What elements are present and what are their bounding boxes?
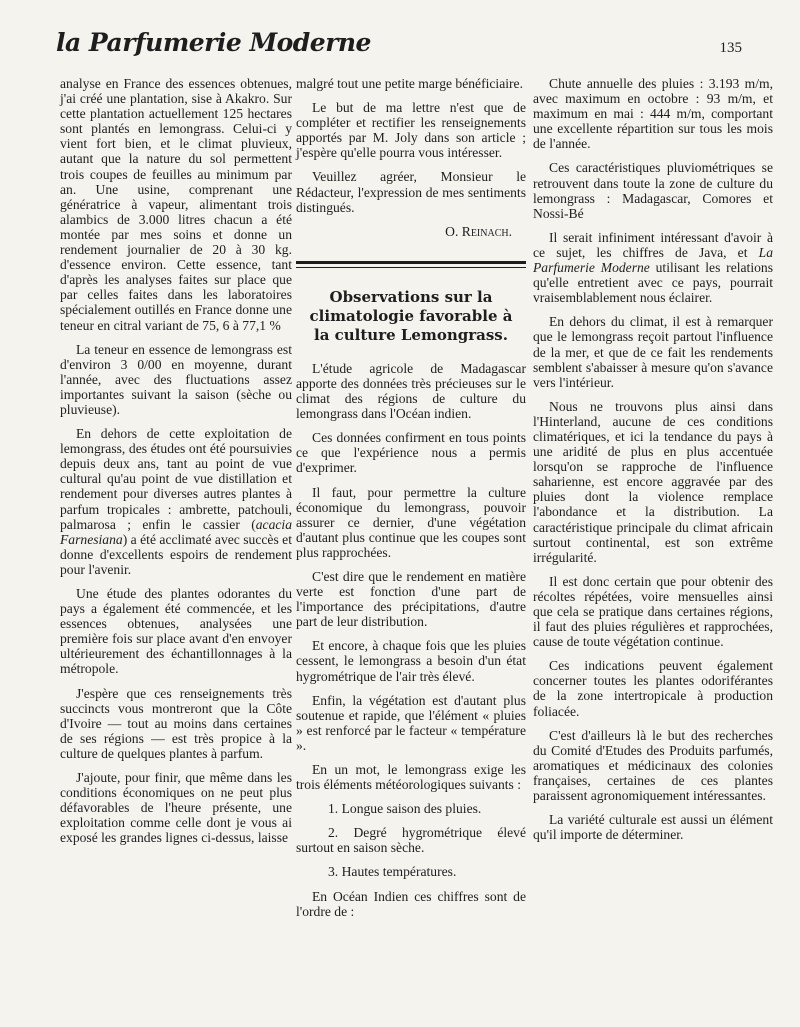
page-number: 135	[719, 40, 742, 56]
paragraph: C'est dire que le rendement en matière verte est fonction d'une part de l'importance des précipitations, d'autre part de leur distribution.	[296, 568, 526, 630]
text-run: En dehors de cette exploitation de lemongrass, des études ont été poursuivies depuis deux ans, tant au point de vue cultural qu'au point de vue distillation et rendement pour diverses autres plantes à parfum tropicales : ambrette, patchouli, palmarosa ; enfin le cassier (	[60, 426, 292, 532]
text-run: Il serait infiniment intéressant d'avoir à ce sujet, les chiffres de Java, et	[533, 229, 773, 260]
requirements-list	[296, 801, 526, 879]
paragraph	[533, 230, 773, 305]
column-2	[296, 76, 526, 928]
text-run: ) a été acclimaté avec succès et donne d'excellents espoirs de rendement pour l'avenir.	[60, 531, 292, 577]
paragraph: En Océan Indien ces chiffres sont de l'ordre de :	[296, 888, 526, 919]
italic-journal-name: La Parfumerie Moderne	[533, 244, 773, 276]
paragraph: Et encore, à chaque fois que les pluies cessent, le lemongrass a besoin d'un état hygrométrique de l'air très élevé.	[296, 638, 526, 684]
paragraph: malgré tout une petite marge bénéficiaire.	[296, 76, 523, 91]
paragraph: En un mot, le lemongrass exige les trois éléments météorologiques suivants :	[296, 762, 526, 793]
paragraph: L'étude agricole de Madagascar apporte des données très précieuses sur le climat des régions de culture du lemongrass dans l'Océan indien.	[296, 360, 526, 422]
section-divider	[296, 261, 526, 268]
list-item: 1. Longue saison des pluies.	[328, 801, 482, 817]
paragraph: Ces données confirment en tous points ce que l'expérience nous a permis d'exprimer.	[296, 430, 526, 476]
italic-species-name: acacia Farnesiana	[60, 516, 292, 547]
text-run: utilisant les relations qu'elle entretient avec ce pays, pourrait vraisemblablement nous éclairer.	[533, 260, 773, 306]
paragraph: Il faut, pour permettre la culture économique du lemongrass, pouvoir assurer ce dernier, d'une végétation d'autant plus continue que les coupes sont plus rapprochées.	[296, 484, 526, 560]
article-heading: Observations sur la climatologie favorable à la culture Lemongrass.	[309, 287, 513, 344]
paragraph: Il est donc certain que pour obtenir des récoltes répétées, voire mensuelles ainsi que cela se pratique dans certaines régions, il faut des pluies régulières et rapprochées, cause de toute végétation continue.	[533, 573, 773, 650]
paragraph: Une étude des plantes odorantes du pays a également été commencée, et les essences obtenues, analysées une première fois sur place avant d'en envoyer ultérieurement des échantillonnages à la métropole.	[60, 586, 292, 677]
paragraph: C'est d'ailleurs là le but des recherches du Comité d'Etudes des Produits parfumés, aromatiques et médicinaux des colonies françaises, certaines de ces plantes paraissent agronomiquement intéressantes.	[533, 727, 773, 804]
paragraph: J'espère que ces renseignements très succincts vous montreront que la Côte d'Ivoire — tout au moins dans certaines de ses régions — est très propice à la culture de quelques plantes à parfum.	[60, 685, 292, 761]
letter-signature: O. Reinach.	[445, 223, 512, 239]
list-item: 2. Degré hygrométrique élevé surtout en saison sèche.	[296, 825, 526, 856]
paragraph: Chute annuelle des pluies : 3.193 m/m, avec maximum en octobre : 93 m/m, et maximum en mai : 444 m/m, comportant une excellente répartition sur tous les mois de l'année.	[533, 76, 773, 152]
paragraph: En dehors du climat, il est à remarquer que le lemongrass reçoit partout l'influence de la mer, et que de ce fait les rendements semblent s'abaisser à mesure qu'on s'avance vers l'intérieur.	[533, 314, 773, 390]
paragraph: J'ajoute, pour finir, que même dans les conditions économiques on ne peut plus défavorables de l'heure présente, une exploitation comme celle dont je vous ai exposé les grandes lignes ci-dessus, laisse	[60, 770, 292, 846]
list-item: 3. Hautes températures.	[328, 864, 457, 880]
paragraph: Ces caractéristiques pluviométriques se retrouvent dans toute la zone de culture du lemongrass : Madagascar, Comores et Nossi-Bé	[533, 160, 773, 221]
paragraph: Nous ne trouvons plus ainsi dans l'Hinterland, aucune de ces conditions climatériques, et ici la tendance du pays à une aridité de plus en plus accentuée lorsqu'on se rapproche de l'influence saharienne, est encore aggravée par des pluies dont la violence remplace l'abondance et la distribution. La caractéristique principale du climat africain surtout continental, est son extrême irrégularité.	[533, 398, 773, 565]
paragraph: La teneur en essence de lemongrass est d'environ 3 0/00 en moyenne, durant l'année, avec des fluctuations assez importantes suivant la saison (sèche ou pluvieuse).	[60, 341, 292, 417]
paragraph: Enfin, la végétation est d'autant plus soutenue et rapide, que l'élément « pluies » est renforcé par le facteur « température ».	[296, 692, 526, 753]
paragraph: Veuillez agréer, Monsieur le Rédacteur, l'expression de mes sentiments distingués.	[296, 169, 526, 215]
paragraph: Le but de ma lettre n'est que de compléter et rectifier les renseignements apportés par M. Joly dans son article ; j'espère qu'elle pourra vous intéresser.	[296, 100, 526, 161]
column-3	[533, 76, 773, 851]
paragraph	[60, 426, 292, 577]
paragraph: La variété culturale est aussi un élément qu'il importe de déterminer.	[533, 812, 773, 843]
paragraph: Ces indications peuvent également concerner toutes les plantes odoriférantes de la zone intertropicale à production foliacée.	[533, 658, 773, 719]
column-1	[60, 76, 292, 855]
paragraph: analyse en France des essences obtenues, j'ai créé une plantation, sise à Akakro. Sur cette plantation actuellement 125 hectares sont plantés en lemongrass. Celui-ci y vient fort bien, et le climat pluvieux, autant que la nature du sol permettent trois coupes de feuilles au minimum par an. Une usine, comprenant une génératrice à vapeur, alimentant trois alambics de 3.000 litres chacun a été montée par mes soins et donne un rendement journalier de 20 à 30 kg. d'essence environ. Cette essence, tant d'après les analyses faites sur place que par celles faites dans les laboratoires spécialement outillés en France donne une teneur en citral variant de 75, 6 à 77,1 %	[60, 76, 292, 333]
masthead-logo: la Parfumerie Moderne	[56, 28, 371, 57]
